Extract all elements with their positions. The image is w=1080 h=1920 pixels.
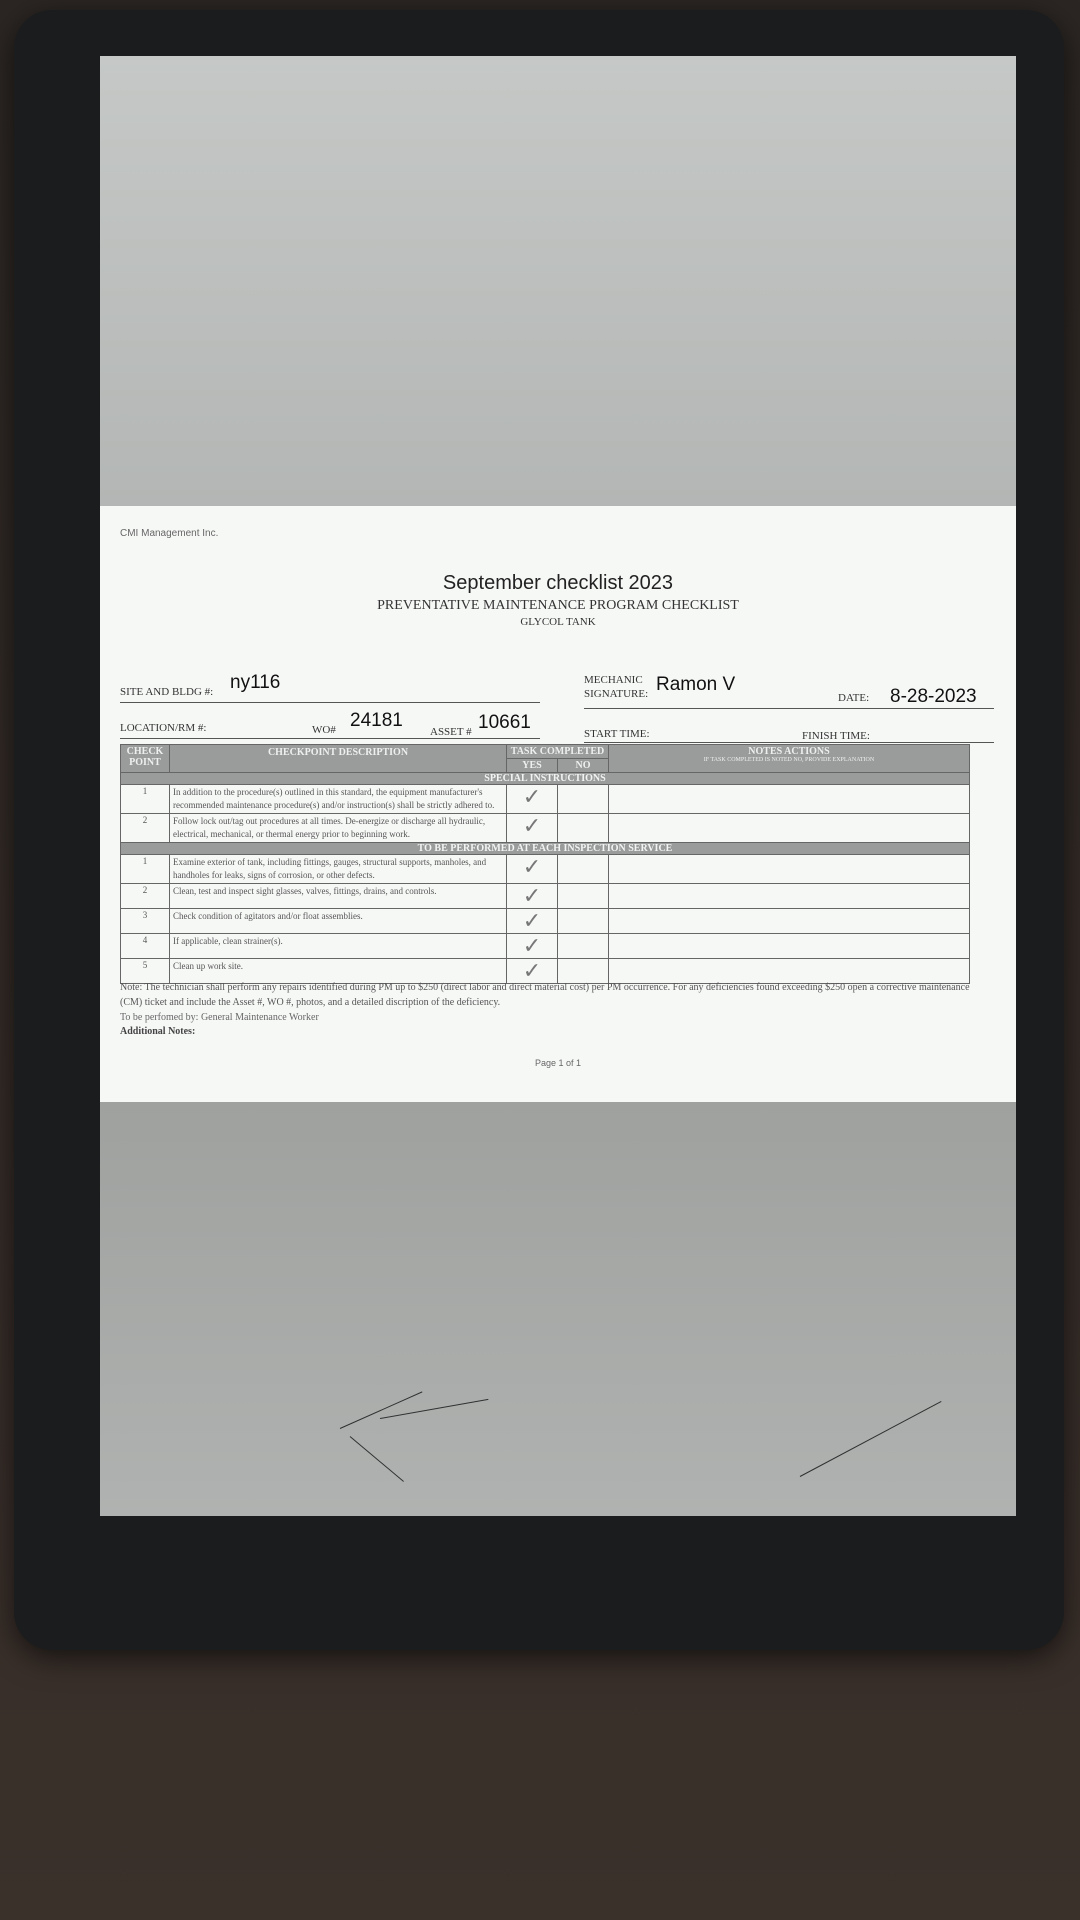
check-mark-icon[interactable]: ✓ <box>507 884 558 909</box>
row-number: 3 <box>121 909 170 934</box>
header-no: NO <box>558 759 609 773</box>
repair-note: Note: The technician shall perform any repairs identified during PM up to $250 (direct labor and direct material cost) per PM occurrence. For any deficiencies found exceeding $250 open a corrective maintenance (CM) ticket and include the Asset #, WO #, photos, and a detailed discription of the deficiency. <box>120 982 970 1008</box>
check-mark-icon[interactable]: ✓ <box>507 909 558 934</box>
signature-label: SIGNATURE: <box>584 688 649 700</box>
row-description: Check condition of agitators and/or float assemblies. <box>170 909 507 934</box>
start-time-label: START TIME: <box>584 728 650 740</box>
site-label: SITE AND BLDG #: <box>120 686 214 698</box>
no-cell[interactable] <box>558 785 609 814</box>
notes-actions-title: NOTES ACTIONS <box>748 746 830 757</box>
time-underline <box>584 742 994 743</box>
no-cell[interactable] <box>558 855 609 884</box>
company-name: CMI Management Inc. <box>120 528 219 539</box>
row-description: In addition to the procedure(s) outlined in this standard, the equipment manufacturer's recommended maintenance procedure(s) and/or instruction(s) shall be strictly adhered to. <box>170 785 507 814</box>
table-row <box>121 909 970 934</box>
wo-label: WO# <box>312 724 336 736</box>
check-mark-icon[interactable]: ✓ <box>507 855 558 884</box>
site-input[interactable]: ny116 <box>230 672 281 693</box>
mechanic-underline <box>584 708 994 709</box>
header-task-completed: TASK COMPLETED <box>507 745 609 759</box>
notes-cell[interactable] <box>609 814 970 843</box>
tablet-device <box>14 10 1064 1650</box>
screen-empty-area-bottom <box>100 1102 1016 1516</box>
header-yes: YES <box>507 759 558 773</box>
location-underline <box>120 738 540 739</box>
table-row <box>121 855 970 884</box>
row-description: Follow lock out/tag out procedures at all times. De-energize or discharge all hydraulic, electrical, mechanical, or thermal energy prior to beginning work. <box>170 814 507 843</box>
location-label: LOCATION/RM #: <box>120 722 207 734</box>
check-mark-icon[interactable]: ✓ <box>507 814 558 843</box>
row-number: 5 <box>121 959 170 984</box>
asset-label: ASSET # <box>430 726 472 738</box>
notes-cell[interactable] <box>609 884 970 909</box>
check-mark-icon[interactable]: ✓ <box>507 934 558 959</box>
mechanic-input[interactable]: Ramon V <box>656 674 736 695</box>
no-cell[interactable] <box>558 934 609 959</box>
row-description: If applicable, clean strainer(s). <box>170 934 507 959</box>
header-notes-actions <box>609 745 970 773</box>
document-subtitle: PREVENTATIVE MAINTENANCE PROGRAM CHECKLIST <box>377 598 739 613</box>
row-number: 2 <box>121 884 170 909</box>
site-underline <box>120 702 540 703</box>
no-cell[interactable] <box>558 814 609 843</box>
table-row <box>121 785 970 814</box>
row-description: Clean, test and inspect sight glasses, valves, fittings, drains, and controls. <box>170 884 507 909</box>
tablet-screen <box>100 56 1016 1516</box>
page-number: Page 1 of 1 <box>534 1058 582 1068</box>
notes-actions-subtitle: IF TASK COMPLETED IS NOTED NO, PROVIDE EXPLANATION <box>703 757 875 763</box>
wo-input[interactable]: 24181 <box>350 710 403 731</box>
table-row <box>121 814 970 843</box>
screen-empty-area-top <box>100 56 1016 506</box>
check-mark-icon[interactable]: ✓ <box>507 959 558 984</box>
row-description: Examine exterior of tank, including fittings, gauges, structural supports, manholes, and handholes for leaks, signs of corrosion, or other defects. <box>170 855 507 884</box>
asset-input[interactable]: 10661 <box>478 712 531 733</box>
table-row <box>121 934 970 959</box>
header-check-point: CHECK POINT <box>121 745 170 773</box>
check-mark-icon[interactable]: ✓ <box>507 785 558 814</box>
no-cell[interactable] <box>558 909 609 934</box>
checklist-table <box>120 744 970 984</box>
notes-cell[interactable] <box>609 855 970 884</box>
notes-cell[interactable] <box>609 934 970 959</box>
row-number: 4 <box>121 934 170 959</box>
section-each-inspection: TO BE PERFORMED AT EACH INSPECTION SERVICE <box>121 843 970 855</box>
additional-notes-label: Additional Notes: <box>120 1026 196 1037</box>
document-title: September checklist 2023 <box>442 572 674 594</box>
date-input[interactable]: 8-28-2023 <box>890 686 977 707</box>
equipment-name: GLYCOL TANK <box>520 616 596 628</box>
table-row <box>121 884 970 909</box>
checklist-document <box>100 506 1016 1102</box>
performed-by: To be perfomed by: General Maintenance Worker <box>120 1012 319 1023</box>
notes-cell[interactable] <box>609 909 970 934</box>
row-number: 1 <box>121 785 170 814</box>
no-cell[interactable] <box>558 884 609 909</box>
notes-cell[interactable] <box>609 785 970 814</box>
row-number: 1 <box>121 855 170 884</box>
date-label: DATE: <box>838 692 870 704</box>
header-description: CHECKPOINT DESCRIPTION <box>170 745 507 773</box>
row-number: 2 <box>121 814 170 843</box>
section-special-instructions: SPECIAL INSTRUCTIONS <box>121 773 970 785</box>
row-description: Clean up work site. <box>170 959 507 984</box>
finish-time-label: FINISH TIME: <box>802 730 870 742</box>
mechanic-label: MECHANIC <box>584 674 643 686</box>
